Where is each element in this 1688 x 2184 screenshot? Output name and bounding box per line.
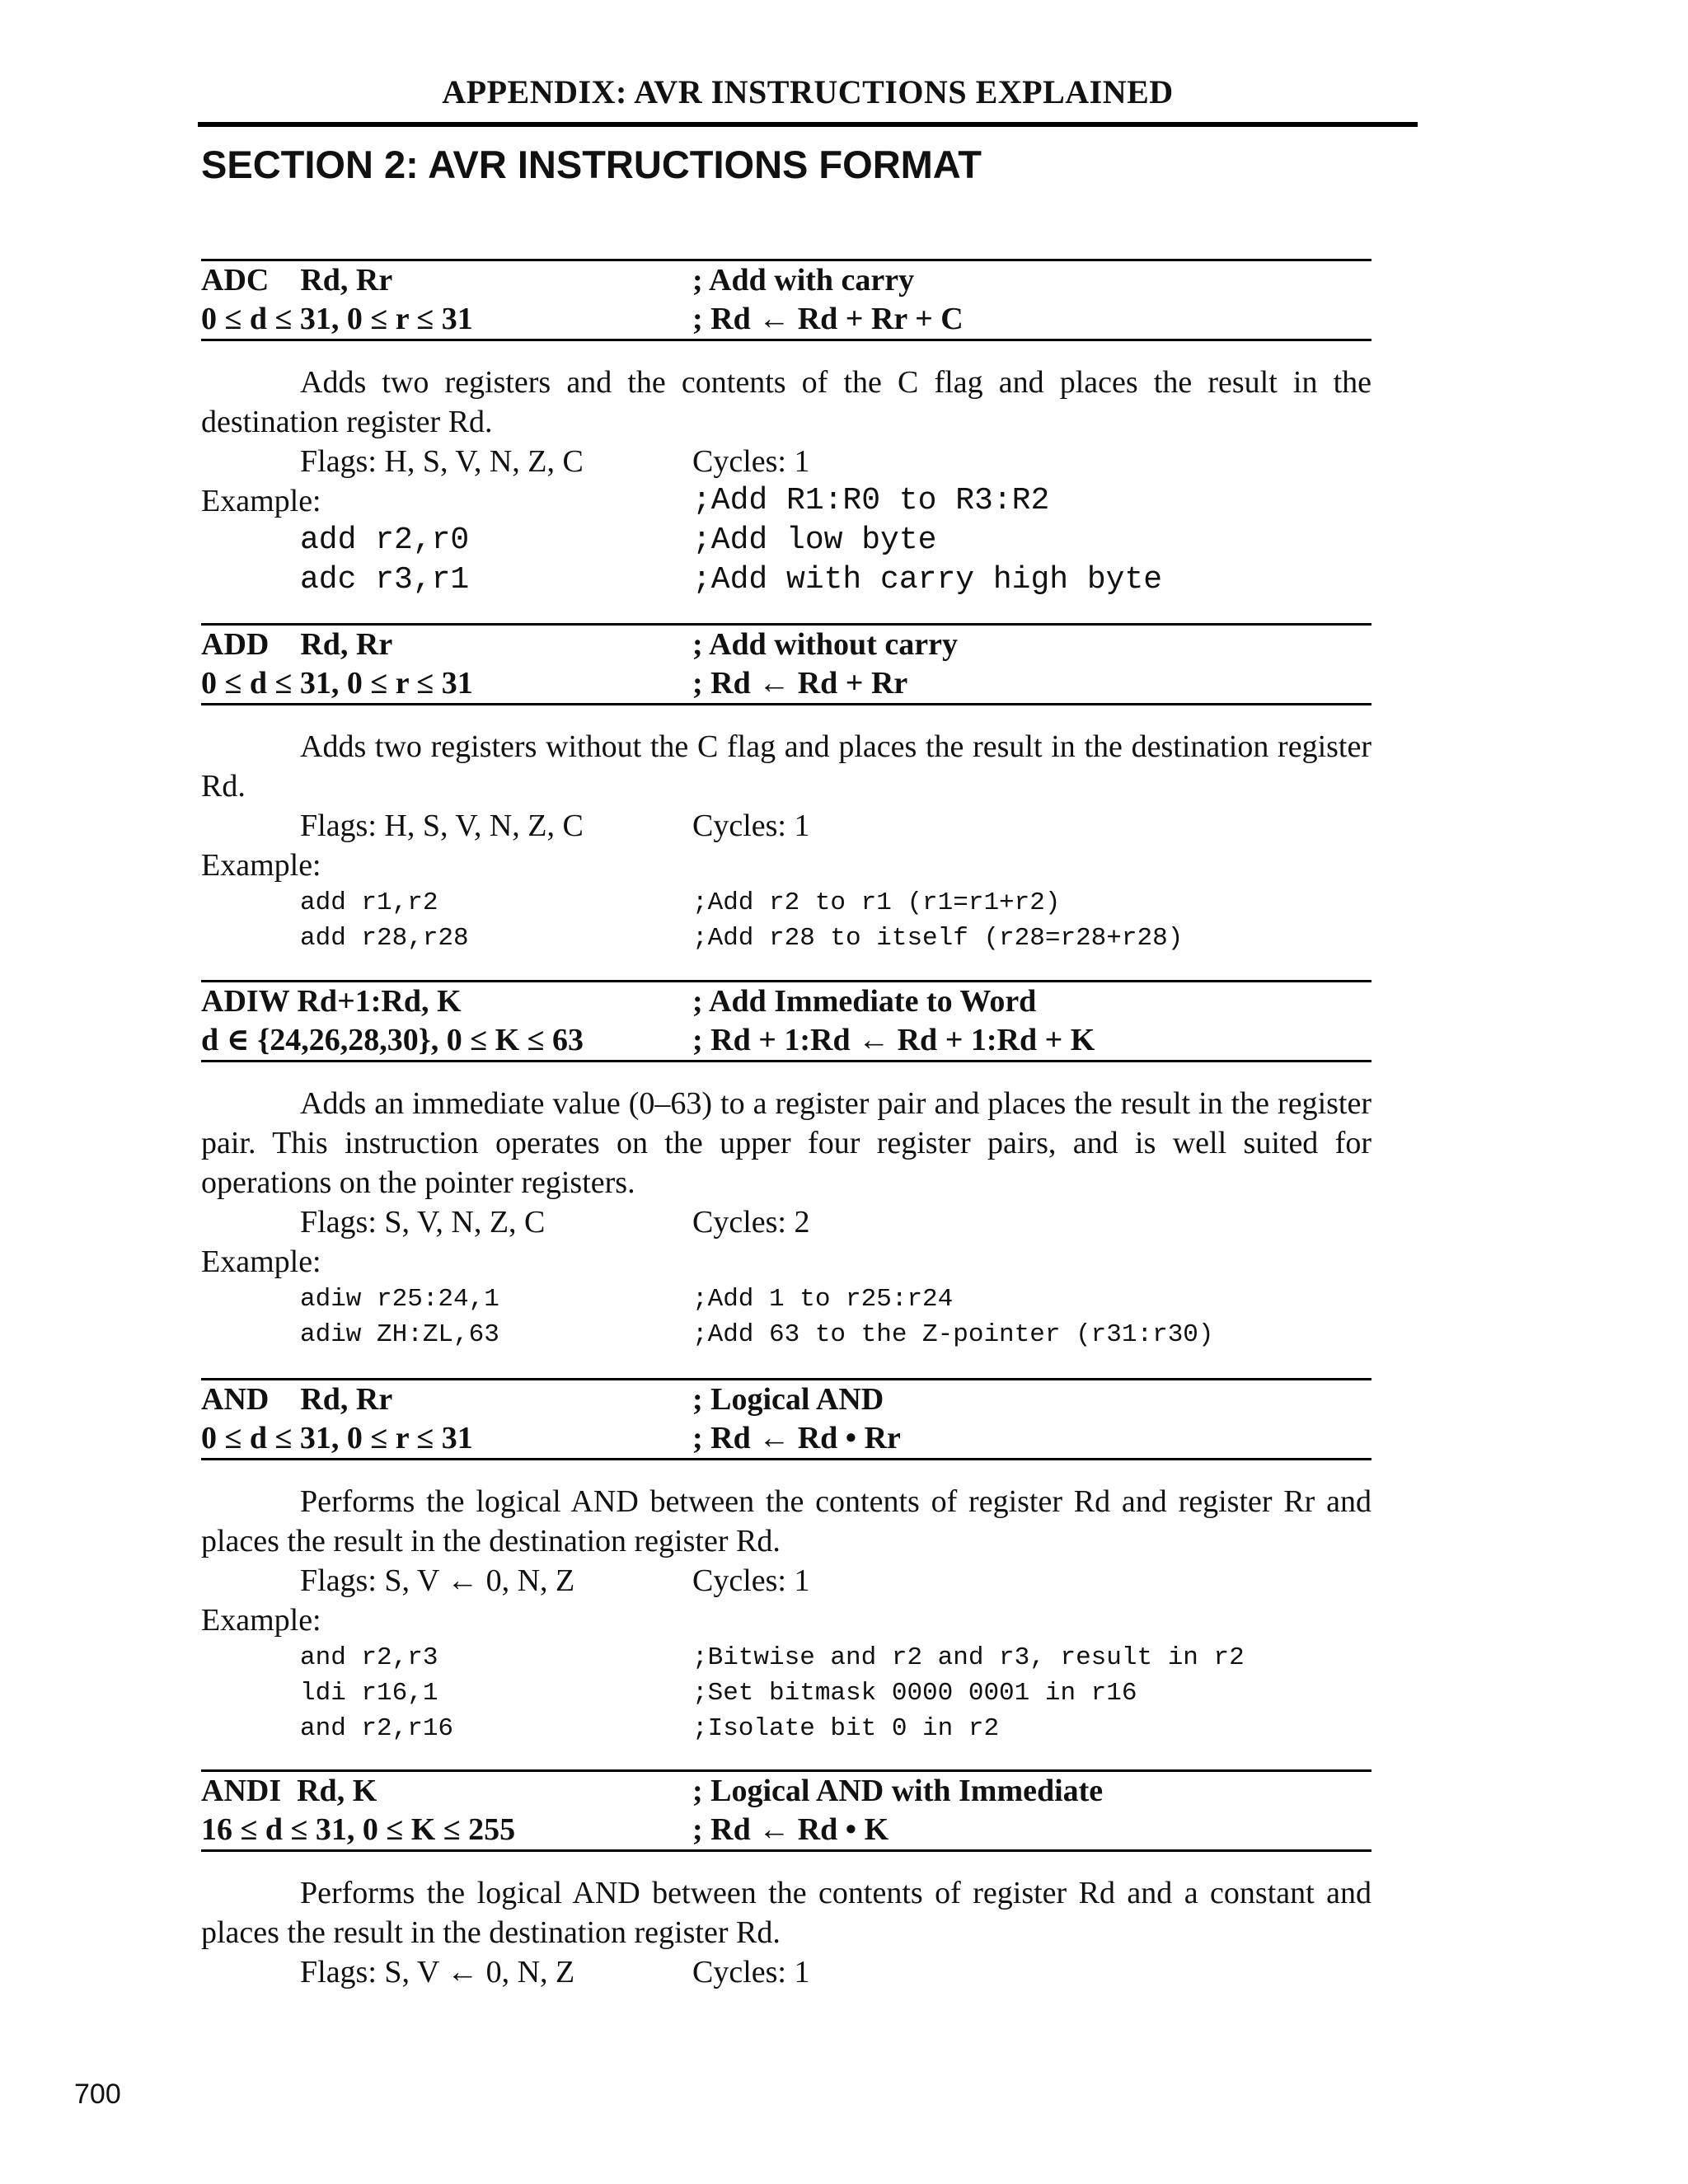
instruction-comment: ; Add Immediate to Word bbox=[692, 984, 1037, 1019]
instruction-comment: ; Add without carry bbox=[692, 627, 958, 662]
code-line bbox=[201, 1675, 1372, 1711]
page-number: 700 bbox=[74, 2079, 121, 2110]
instruction-operation: ; Rd ← Rd • K bbox=[692, 1812, 889, 1847]
instruction-header bbox=[201, 623, 1372, 705]
code-instruction: adc r3,r1 bbox=[300, 562, 470, 598]
code-comment: ;Add r2 to r1 (r1=r1+r2) bbox=[692, 888, 1061, 917]
code-comment: ;Add 63 to the Z-pointer (r31:r30) bbox=[692, 1320, 1214, 1349]
code-comment: ;Bitwise and r2 and r3, result in r2 bbox=[692, 1643, 1245, 1672]
instruction-syntax: ADD Rd, Rr bbox=[201, 627, 393, 662]
instruction-flags: Flags: S, V ← 0, N, Z bbox=[300, 1563, 575, 1598]
code-instruction: add r28,r28 bbox=[300, 924, 469, 953]
instruction-description: Adds an immediate value (0–63) to a register pair and places the result in the register pair. This instruction operates on the upper four register pairs, and is well suited for operations on the pointer registers. bbox=[201, 1086, 1372, 1200]
instruction-operation: ; Rd ← Rd + Rr bbox=[692, 666, 908, 701]
instruction-cycles: Cycles: 1 bbox=[692, 1563, 810, 1598]
instruction-description: Adds two registers and the contents of the C flag and places the result in the destination register Rd. bbox=[201, 365, 1372, 439]
header-rule bbox=[198, 122, 1418, 127]
instruction-operation: ; Rd + 1:Rd ← Rd + 1:Rd + K bbox=[692, 1023, 1095, 1057]
instruction-operands: 0 ≤ d ≤ 31, 0 ≤ r ≤ 31 bbox=[201, 1421, 473, 1455]
instruction-operands: 0 ≤ d ≤ 31, 0 ≤ r ≤ 31 bbox=[201, 302, 473, 336]
instruction-andi bbox=[201, 1769, 1372, 1992]
instruction-and bbox=[201, 1378, 1372, 1746]
instruction-syntax: ADIW Rd+1:Rd, K bbox=[201, 984, 462, 1019]
code-instruction: add r1,r2 bbox=[300, 888, 438, 917]
instruction-cycles: Cycles: 1 bbox=[692, 1955, 810, 1990]
instruction-header bbox=[201, 1378, 1372, 1460]
example-label: Example: bbox=[201, 1244, 321, 1279]
instruction-syntax: AND Rd, Rr bbox=[201, 1382, 393, 1417]
instruction-operation: ; Rd ← Rd • Rr bbox=[692, 1421, 901, 1455]
code-line bbox=[201, 921, 1372, 956]
code-line bbox=[201, 1640, 1372, 1675]
instruction-cycles: Cycles: 1 bbox=[692, 444, 810, 479]
instruction-operation: ; Rd ← Rd + Rr + C bbox=[692, 302, 964, 336]
code-instruction: add r2,r0 bbox=[300, 523, 470, 558]
instruction-cycles: Cycles: 1 bbox=[692, 808, 810, 843]
example-label: Example: bbox=[201, 848, 321, 883]
code-comment: ;Add r28 to itself (r28=r28+r28) bbox=[692, 924, 1184, 953]
code-line bbox=[201, 1317, 1372, 1352]
instruction-add bbox=[201, 623, 1372, 956]
instruction-description: Adds two registers without the C flag and places the result in the destination register Rd. bbox=[201, 729, 1372, 804]
example-label: Example: bbox=[201, 1603, 321, 1638]
instruction-operands: 16 ≤ d ≤ 31, 0 ≤ K ≤ 255 bbox=[201, 1812, 516, 1847]
instruction-header bbox=[201, 980, 1372, 1062]
instruction-header bbox=[201, 1769, 1372, 1852]
running-header: APPENDIX: AVR INSTRUCTIONS EXPLAINED bbox=[442, 73, 1174, 110]
instruction-flags: Flags: H, S, V, N, Z, C bbox=[300, 444, 584, 479]
instruction-operands: d ∈ {24,26,28,30}, 0 ≤ K ≤ 63 bbox=[201, 1023, 584, 1057]
instruction-adc bbox=[201, 259, 1372, 600]
code-line bbox=[201, 885, 1372, 921]
code-instruction: adiw r25:24,1 bbox=[300, 1285, 499, 1314]
instruction-adiw bbox=[201, 980, 1372, 1352]
instruction-operands: 0 ≤ d ≤ 31, 0 ≤ r ≤ 31 bbox=[201, 666, 473, 701]
instruction-syntax: ADC Rd, Rr bbox=[201, 263, 393, 298]
code-instruction: adiw ZH:ZL,63 bbox=[300, 1320, 499, 1349]
example-label: Example: bbox=[201, 484, 321, 518]
instruction-header bbox=[201, 259, 1372, 341]
example-comment: ;Add R1:R0 to R3:R2 bbox=[692, 483, 1050, 518]
code-line bbox=[201, 560, 1372, 600]
instruction-syntax: ANDI Rd, K bbox=[201, 1774, 377, 1808]
code-comment: ;Set bitmask 0000 0001 in r16 bbox=[692, 1679, 1137, 1708]
instruction-comment: ; Add with carry bbox=[692, 263, 915, 298]
code-comment: ;Add 1 to r25:r24 bbox=[692, 1285, 954, 1314]
code-instruction: and r2,r3 bbox=[300, 1643, 438, 1672]
code-line bbox=[201, 1282, 1372, 1317]
code-line bbox=[201, 521, 1372, 560]
section-title: SECTION 2: AVR INSTRUCTIONS FORMAT bbox=[201, 143, 982, 186]
instruction-description: Performs the logical AND between the contents of register Rd and register Rr and places the result in the destination register Rd. bbox=[201, 1484, 1372, 1558]
code-comment: ;Add low byte bbox=[692, 523, 937, 558]
code-comment: ;Isolate bit 0 in r2 bbox=[692, 1714, 1000, 1743]
code-line bbox=[201, 1711, 1372, 1746]
instruction-flags: Flags: S, V, N, Z, C bbox=[300, 1205, 546, 1240]
instruction-flags: Flags: H, S, V, N, Z, C bbox=[300, 808, 584, 843]
instruction-description: Performs the logical AND between the contents of register Rd and a constant and places the result in the destination register Rd. bbox=[201, 1876, 1372, 1950]
instruction-cycles: Cycles: 2 bbox=[692, 1205, 810, 1240]
instruction-flags: Flags: S, V ← 0, N, Z bbox=[300, 1955, 575, 1990]
instruction-comment: ; Logical AND with Immediate bbox=[692, 1774, 1104, 1808]
code-instruction: ldi r16,1 bbox=[300, 1679, 438, 1708]
code-instruction: and r2,r16 bbox=[300, 1714, 454, 1743]
instruction-comment: ; Logical AND bbox=[692, 1382, 884, 1417]
code-comment: ;Add with carry high byte bbox=[692, 562, 1163, 598]
